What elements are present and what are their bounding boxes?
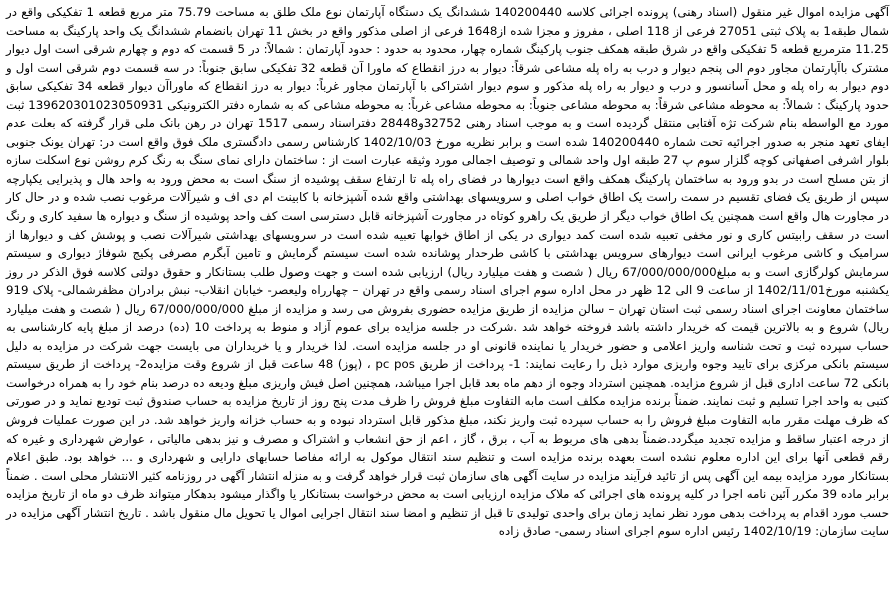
auction-notice-text: آگهی مزایده اموال غیر منقول (اسناد رهنی) پرونده اجرائی کلاسه 140200440 ششدانگ یک دستگاه آپارتمان نوع ملک طلق به مساحت 75.79 متر مربع قطعه 1 تفکیکی واقع در شمال طبقه1 به پلاک ثبتی 27051 فرعی از 118 اصلی ، مفروز و مجزا شده از1648 فرعی از اصلی مذکور واقع در بخش 11 تهران بانضمام ششدانگ یک واحد پارکینگ به مساحت 11.25 مترمربع قطعه 5 تفکیکی واقع در شرق طبقه همکف جنوب پارکینگ شماره چهار، محدود به حدود : حدود آپارتمان : شمالاً: در 5 قسمت که دوم و چهارم شرقی است اول دیوار مشترک باآپارتمان مجاور دوم الی پنجم دیوار و درب به راه پله مشاعی شرقاً: دیوار به درز انقطاع که ماورا آن قطعه 32 تفکیکی سابق جنوباً: در سه قسمت دوم شرقی است اول و دوم دیوار به راه پله و محل آسانسور و درب و دیوار به راه پله مذکور و سوم دیوار اشتراکی با آپارتمان مجاور غرباً: دیوار به درز انقطاع که ماوراآن دیوار قطعه 34 تفکیکی سابق حدود پارکینگ : شمالاً: به محوطه مشاعی شرقاً: به محوطه مشاعی جنوباً: به محوطه مشاعی غرباً: به محوطه مشاعی که به شماره دفتر الکترونیکی 139620301023050931 ثبت مورد مع الواسطه بنام شرکت تژه آفتابی منتقل گردیده است و به موجب اسناد رهنی 32752و28448 دفتراسناد رسمی 1517 تهران در رهن بانک ملی قرار گرفته که بعلت عدم ایفای تعهد منجر به صدور اجرائیه تحت شماره 140200440 شده است و برابر نظریه مورخ 1402/10/03 کارشناس رسمی دادگستری ملک فوق واقع است در: تهران یونک جنوبی بلوار اشرفی اصفهانی کوچه گلزار سوم پ 27 طبقه اول واحد شمالی و توصیف اجمالی مورد وثیقه عبارت است از : ساختمان دارای نمای سنگ به رنگ کرم روشن نوع اسکلت سازه از بتن مسلح است در بدو ورود به ساختمان پارکینگ همکف واقع است دیوارها در فضای راه پله تا ارتفاع سقف پوشیده از سنگ است به محض ورود به واحد هال و پذیرایی یکپارچه سپس از طریق یک فضای تقسیم در سمت راست یک اطاق خواب اصلی و سرویسهای بهداشتی واقع شده آشپزخانه با کابینت ام دی اف و شیرآلات مرغوب نصب شده و در حال کار در مجاورت هال واقع است همچنین یک اطاق خواب دیگر از طریق یک راهرو کوتاه در مجاورت آشپزخانه قابل دسترسی است کف واحد پوشیده از سنگ و دیواره ها سفید کاری و رنگ است در سقف رابیتس کاری و نور مخفی تعبیه شده است کمد دیواری در یکی از اطاق خوابها تعبیه شده است در سرویسهای بهداشتی شیرآلات نصب و پوشش کف و دیوارها از سرامیک و کاشی مرغوب ایرانی است دیوارهای سرویس بهداشتی با کاشی طرحدار پوشانده شده است سیستم گرمایش و تامین آبگرم مصرفی پکیج شوفاژ دیواری و سیستم سرمایش کولرگازی است و به مبلغ67/000/000/000 ریال ( شصت و هفت میلیارد ریال) ارزیابی شده است و جهت وصول طلب بستانکار و حقوق دولتی کلاسه فوق الذکر در روز یکشنبه مورخ1402/11/01 از ساعت 9 الی 12 ظهر در محل اداره سوم اجرای اسناد رسمی واقع در تهران – چهارراه ولیعصر- خیابان انقلاب- نبش برادران مظفرشمالی- پلاک 919 ساختمان معاونت اجرای اسناد رسمی ثبت استان تهران – سالن مزایده از طریق مزایده حضوری بفروش می رسد و مزایده از مبلغ 67/000/000/000 ریال ( شصت و هفت میلیارد ریال) شروع و به بالاترین قیمت که خریدار داشته باشد فروخته خواهد شد .شرکت در جلسه مزایده برای عموم آزاد و منوط به پرداخت 10 (ده) درصد از مبلغ پایه کارشناسی به حساب سپرده ثبت و تحت شناسه واریز اعلامی و حضور خریدار یا نماینده قانونی او در جلسه مزایده است. لذا خریدار و یا خریداران می بایست جهت شرکت در مزایده به دلیل سیستم بانکی مرکزی برای تایید وجوه واریزی موارد ذیل را رعایت نمایند: 1- پرداخت از طریق pc pos ، (پوز) 48 ساعت قبل از شروع وقت مزایده2- پرداخت از طریق سیستم بانکی 72 ساعت اداری قبل از شروع مزایده. همچنین استرداد وجوه از دهم ماه بعد قابل اجرا میباشد، همچنین اصل فیش واریزی مبلغ ودیعه ده درصد بنام خود را به همراه درخواست کتبی به واحد اجرا تسلیم و ثبت نمایند. ضمناً برنده مزایده مکلف است مابه التفاوت مبلغ فروش را ظرف مدت پنج روز از تاریخ مزایده به حساب صندوق ثبت تودیع نماید و در صورتی که ظرف مهلت مقرر مابه التفاوت مبلغ فروش را به حساب سپرده ثبت واریز نکند، مبلغ مذکور قابل استرداد نبوده و به حساب خزانه واریز خواهد شد. در این صورت عملیات فروش از درجه اعتبار ساقط و مزایده تجدید میگردد.ضمناً بدهی های مربوط به آب ، برق ، گاز ، اعم از حق انشعاب و اشتراک و مصرف و نیز بدهی مالیاتی ، عوارض شهرداری و غیره که رقم قطعی آنها برای این اداره معلوم نشده است بعهده برنده مزایده است و تنظیم سند انتقال موکول به ارائه مفاصا حسابهای دارایی و شهرداری و ... خواهد بود. طبق اعلام بستانکار مورد مزایده بیمه این آگهی پس از تائید فرآیند مزایده در سایت آگهی های سازمان ثبت قرار خواهد گرفت و به منزله انتشار آگهی در روزنامه کثیر الانتشار محلی است . ضمناً برابر ماده 39 مکرر آئین نامه اجرا در کلیه پرونده های اجرائی که ملاک مزایده ارزیابی است به محض درخواست بستانکار یا واگذار میشود بدهکار میتواند ظرف دو ماه از تاریخ مزایده حسب مورد اقدام به پرداخت بدهی مورد نظر نماید زمان برای واحدی تولیدی تا قبل از تنظیم و امضا سند انتقال اجرایی اموال یا تحویل مال منقول باشد . تاریخ انتشار آگهی مزایده در سایت سازمان: 1402/10/19 رئیس اداره سوم اجرای اسناد رسمی- صادق زاده [6, 5, 890, 539]
